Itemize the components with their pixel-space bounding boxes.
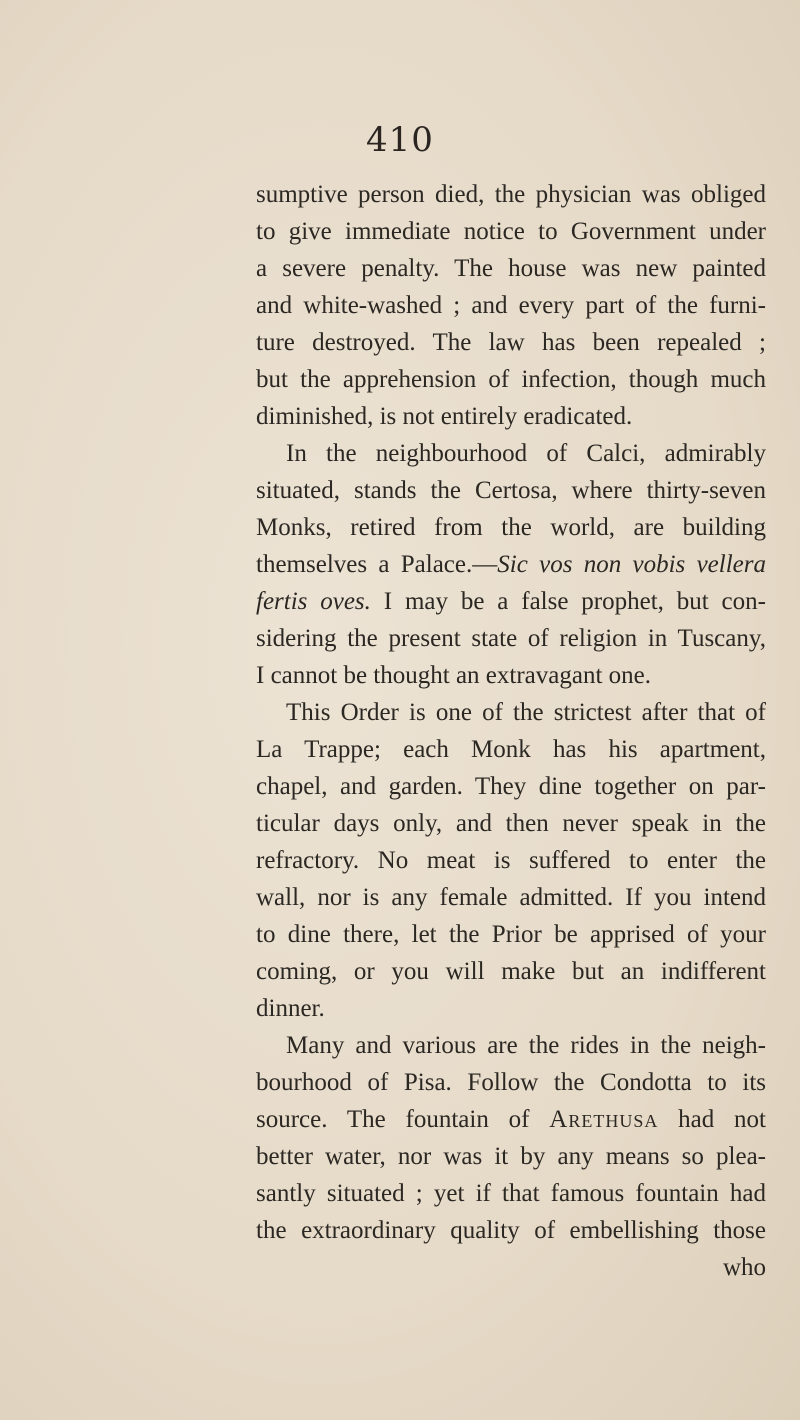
text-line: refractory. No meat is suffered to enter the xyxy=(256,847,766,874)
page-number: 410 xyxy=(366,120,434,160)
text-line: to dine there, let the Prior be apprised of your xyxy=(256,921,766,948)
text-line: but the apprehension of infection, though much xyxy=(256,366,766,393)
text-line: the extraordinary quality of embellishing those xyxy=(256,1217,766,1244)
text-line: La Trappe; each Monk has his apartment, xyxy=(256,736,766,763)
text-segment: themselves a Palace.— xyxy=(256,551,498,578)
text-line: a severe penalty. The house was new painted xyxy=(256,255,766,282)
text-line: diminished, is not entirely eradicated. xyxy=(256,403,633,430)
text-line: dinner. xyxy=(256,995,325,1022)
text-line: better water, nor was it by any means so plea- xyxy=(256,1143,766,1170)
text-segment: had not xyxy=(658,1106,766,1133)
text-line xyxy=(256,1101,766,1138)
text-line: In the neighbourhood of Calci, admirably xyxy=(286,440,766,467)
text-line: ture destroyed. The law has been repealed ; xyxy=(256,329,766,356)
proper-name: Arethusa xyxy=(549,1106,659,1133)
text-line: santly situated ; yet if that famous fountain had xyxy=(256,1180,766,1207)
text-line: bourhood of Pisa. Follow the Condotta to its xyxy=(256,1069,766,1096)
text-segment: source. The fountain of xyxy=(256,1106,550,1133)
text-line xyxy=(256,583,766,620)
latin-quote: Sic vos non vobis vellera xyxy=(497,551,766,578)
catchword: who xyxy=(722,1254,766,1281)
text-line: to give immediate notice to Government under xyxy=(256,218,766,245)
text-line xyxy=(256,546,766,583)
text-line: sidering the present state of religion in Tuscany, xyxy=(256,625,766,652)
text-line: Monks, retired from the world, are building xyxy=(256,514,766,541)
body-text xyxy=(256,176,766,1286)
text-line: sumptive person died, the physician was obliged xyxy=(256,181,766,208)
latin-quote: fertis oves. xyxy=(256,588,371,615)
text-line: wall, nor is any female admitted. If you intend xyxy=(256,884,766,911)
text-line: Many and various are the rides in the neigh- xyxy=(286,1032,766,1059)
text-line: ticular days only, and then never speak in the xyxy=(256,810,766,837)
text-line: This Order is one of the strictest after that of xyxy=(286,699,766,726)
text-line: chapel, and garden. They dine together on par- xyxy=(256,773,766,800)
text-line: I cannot be thought an extravagant one. xyxy=(256,662,651,689)
text-segment: I may be a false prophet, but con- xyxy=(370,588,766,615)
text-line: situated, stands the Certosa, where thirty-seven xyxy=(256,477,766,504)
text-line: coming, or you will make but an indifferent xyxy=(256,958,766,985)
text-line: and white-washed ; and every part of the furni- xyxy=(256,292,766,319)
